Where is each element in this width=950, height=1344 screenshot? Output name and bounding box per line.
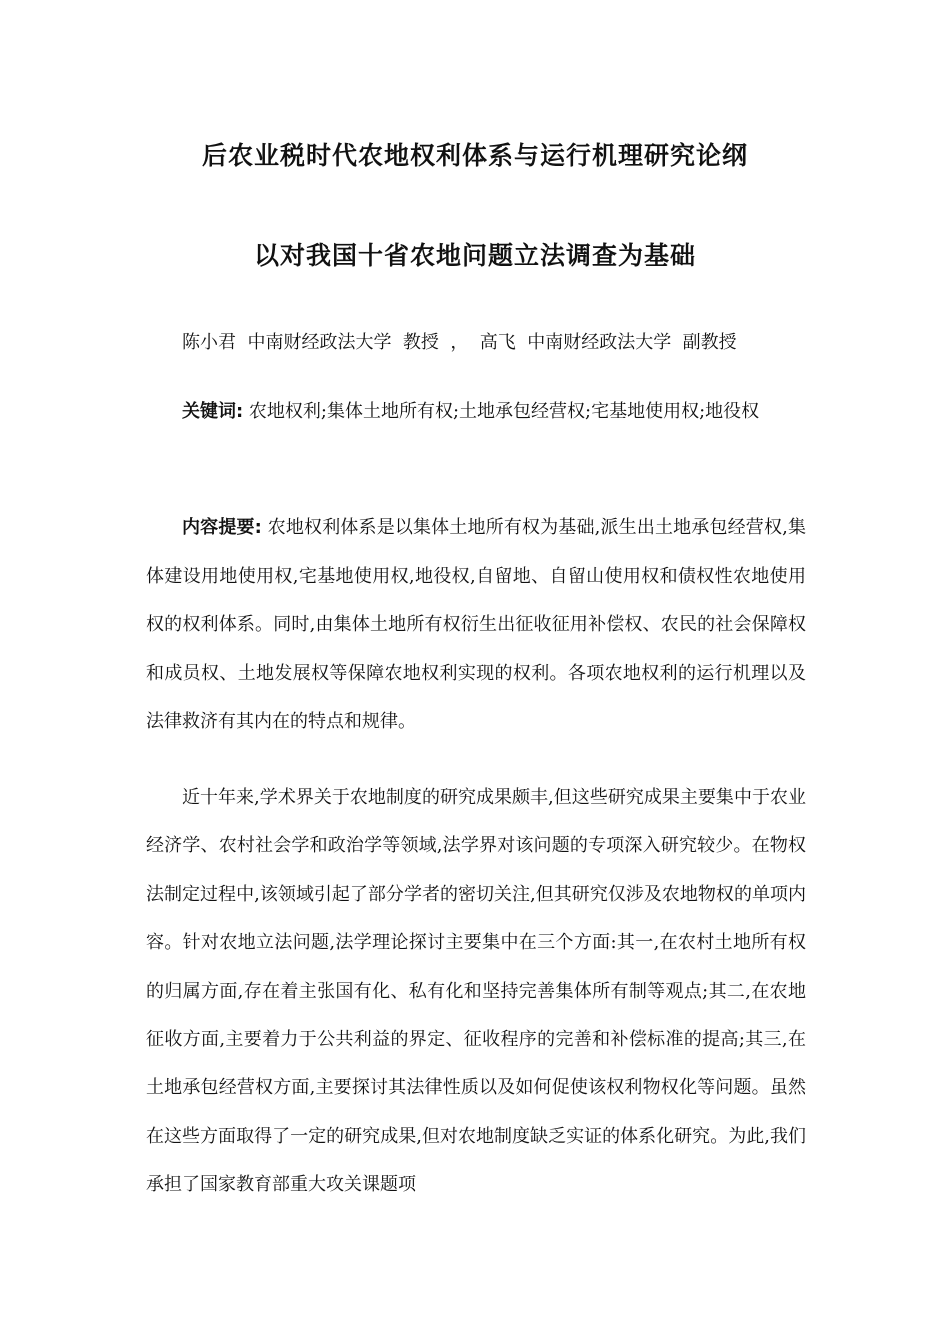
keywords-label: 关键词: [182, 401, 244, 422]
abstract-text: 农地权利体系是以集体土地所有权为基础,派生出土地承包经营权,集体建设用地使用权,宅基地使用权,地役权,自留地、自留山使用权和债权性农地使用权的权利体系。同时,由集体土地所有权衍生出征收征用补偿权、农民的社会保障权和成员权、土地发展权等保障农地权利实现的权利。各项农地权利的运行机理以及法律救济有其内在的特点和规律。 [146, 517, 806, 732]
keywords-paragraph [146, 388, 806, 436]
page-subtitle: 以对我国十省农地问题立法调查为基础 [253, 241, 696, 270]
page-title: 后农业税时代农地权利体系与运行机理研究论纲 [201, 141, 748, 170]
abstract-paragraph [146, 504, 806, 747]
author-line: 陈小君 中南财经政法大学 教授 ， 高飞 中南财经政法大学 副教授 [182, 332, 737, 353]
keywords-text: 农地权利;集体土地所有权;土地承包经营权;宅基地使用权;地役权 [243, 401, 760, 422]
body-paragraph: 近十年来,学术界关于农地制度的研究成果颇丰,但这些研究成果主要集中于农业经济学、农村社会学和政治学等领域,法学界对该问题的专项深入研究较少。在物权法制定过程中,该领域引起了部分学者的密切关注,但其研究仅涉及农地物权的单项内容。针对农地立法问题,法学理论探讨主要集中在三个方面:其一,在农村土地所有权的归属方面,存在着主张国有化、私有化和坚持完善集体所有制等观点;其二,在农地征收方面,主要着力于公共利益的界定、征收程序的完善和补偿标准的提高;其三,在土地承包经营权方面,主要探讨其法律性质以及如何促使该权利物权化等问题。虽然在这些方面取得了一定的研究成果,但对农地制度缺乏实证的体系化研究。为此,我们承担了国家教育部重大攻关课题项 [146, 787, 806, 1196]
abstract-label: 内容提要: [182, 517, 262, 538]
